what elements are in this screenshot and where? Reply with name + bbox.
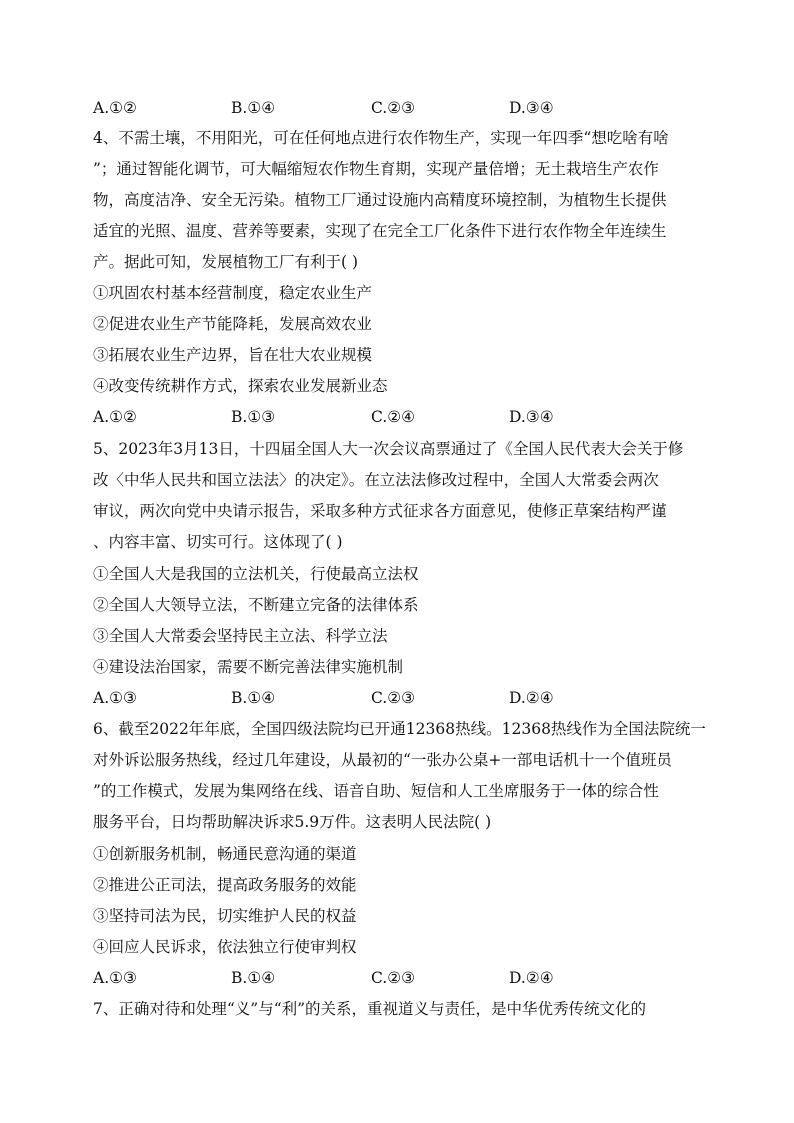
- option-d: D.②④: [509, 689, 554, 707]
- q5-item-1: ①全国人大是我国的立法机关，行使最高立法权: [93, 565, 419, 583]
- option-d: D.②④: [509, 969, 554, 987]
- q6-item-3: ③坚持司法为民，切实维护人民的权益: [93, 907, 357, 925]
- q4-stem-line: 产。据此可知，发展植物工厂有利于( ): [93, 253, 359, 271]
- q5-stem-line: 5、2023年3月13日，十四届全国人大一次会议高票通过了《全国人民代表大会关于修: [93, 440, 684, 458]
- q4-stem-line: 4、不需土壤，不用阳光，可在任何地点进行农作物生产，实现一年四季“想吃啥有啥: [93, 129, 669, 147]
- q6-item-2: ②推进公正司法，提高政务服务的效能: [93, 876, 357, 894]
- q6-stem-line: ”的工作模式，发展为集网络在线、语音自助、短信和人工坐席服务于一体的综合性: [93, 782, 659, 800]
- q5-options: [93, 688, 703, 708]
- q6-stem-line: 服务平台，日均帮助解决诉求5.9万件。这表明人民法院( ): [93, 813, 492, 831]
- q6-stem-line: 6、截至2022年年底，全国四级法院均已开通12368热线。12368热线作为全国法院统一: [93, 720, 706, 738]
- q6-item-1: ①创新服务机制，畅通民意沟通的渠道: [93, 845, 357, 863]
- option-b: B.①④: [231, 689, 276, 707]
- q7-stem-line: 7、正确对待和处理“义”与“利”的关系，重视道义与责任，是中华优秀传统文化的: [93, 1000, 647, 1018]
- q5-item-3: ③全国人大常委会坚持民主立法、科学立法: [93, 627, 388, 645]
- q6-stem-line: 对外诉讼服务热线，经过几年建设，从最初的“一张办公桌+一部电话机十一个值班员: [93, 751, 672, 769]
- option-b: B.①④: [231, 99, 276, 117]
- q5-stem-line: 审议，两次向党中央请示报告，采取多种方式征求各方面意见，使修正草案结构严谨: [93, 502, 667, 520]
- option-b: B.①③: [231, 408, 276, 426]
- option-a: A.①②: [93, 99, 137, 117]
- q5-item-4: ④建设法治国家，需要不断完善法律实施机制: [93, 658, 404, 676]
- option-d: D.③④: [509, 99, 554, 117]
- option-a: A.①③: [93, 689, 137, 707]
- option-c: C.②④: [371, 408, 416, 426]
- q4-item-1: ①巩固农村基本经营制度，稳定农业生产: [93, 284, 373, 302]
- option-c: C.②③: [371, 969, 416, 987]
- q4-item-2: ②促进农业生产节能降耗，发展高效农业: [93, 315, 373, 333]
- option-c: C.②③: [371, 689, 416, 707]
- q3-options: [93, 98, 703, 118]
- q4-stem-line: 物，高度洁净、安全无污染。植物工厂通过设施内高精度环境控制，为植物生长提供: [93, 191, 667, 209]
- q5-item-2: ②全国人大领导立法，不断建立完备的法律体系: [93, 596, 419, 614]
- q4-options: [93, 407, 703, 427]
- option-c: C.②③: [371, 99, 416, 117]
- q4-item-3: ③拓展农业生产边界，旨在壮大农业规模: [93, 346, 373, 364]
- option-d: D.③④: [509, 408, 554, 426]
- option-a: A.①②: [93, 408, 137, 426]
- q4-stem-line: 适宜的光照、温度、营养等要素，实现了在完全工厂化条件下进行农作物全年连续生: [93, 222, 667, 240]
- q4-item-4: ④改变传统耕作方式，探索农业发展新业态: [93, 377, 388, 395]
- option-a: A.①③: [93, 969, 137, 987]
- q5-stem-line: 、内容丰富、切实可行。这体现了( ): [93, 533, 343, 551]
- q5-stem-line: 改〈中华人民共和国立法法〉的决定》。在立法法修改过程中，全国人大常委会两次: [93, 471, 659, 489]
- q6-options: [93, 968, 703, 988]
- q6-item-4: ④回应人民诉求，依法独立行使审判权: [93, 938, 357, 956]
- q4-stem-line: ”；通过智能化调节，可大幅缩短农作物生育期，实现产量倍增；无土栽培生产农作: [93, 160, 659, 178]
- option-b: B.①④: [231, 969, 276, 987]
